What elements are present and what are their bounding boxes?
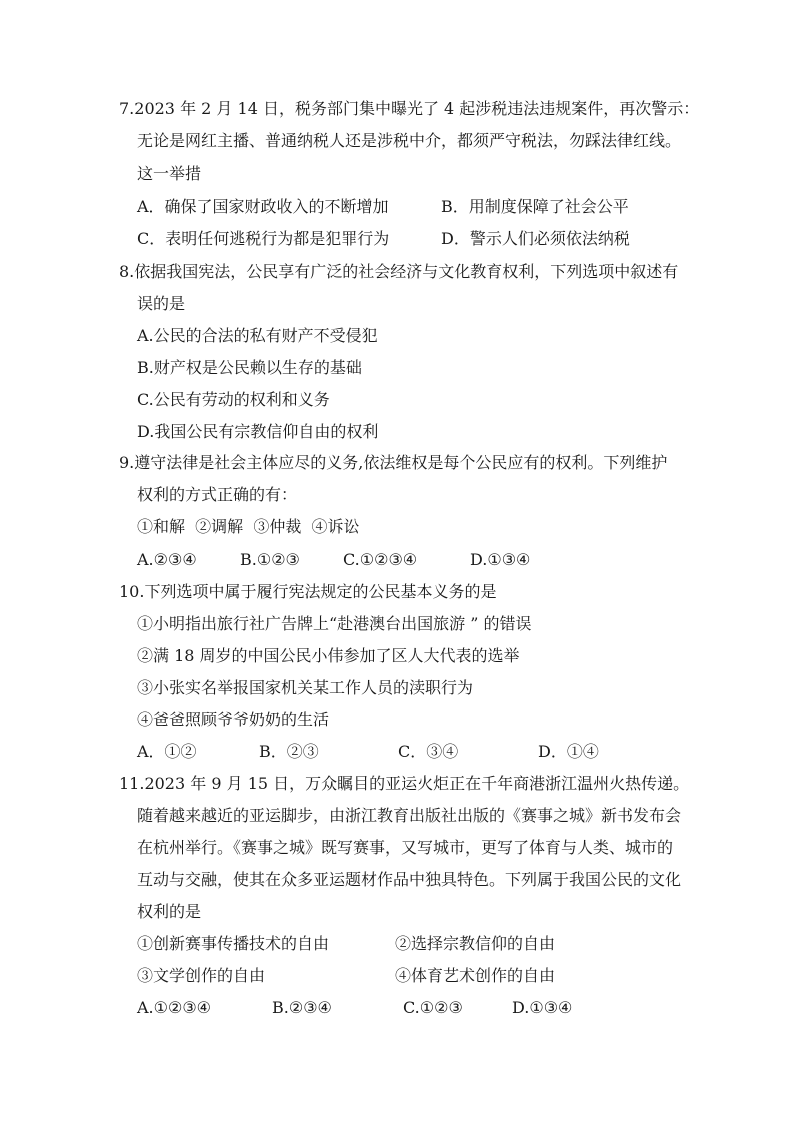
q8-option-b: B.财产权是公民赖以生存的基础: [137, 358, 362, 377]
q8-stem-line-1: 8.依据我国宪法，公民享有广泛的社会经济与文化教育权利，下列选项中叙述有: [119, 262, 679, 281]
q11-option-b: B.②③④: [272, 998, 332, 1017]
q7-option-c: C．表明任何逃税行为都是犯罪行为: [137, 229, 390, 248]
q7-stem-line-1: 7.2023 年 2 月 14 日，税务部门集中曝光了 4 起涉税违法违规案件，再次警示：: [119, 99, 700, 118]
q7-stem-line-3: 这一举措: [137, 164, 202, 183]
q11-option-c: C.①②③: [403, 998, 463, 1017]
q9-items: ①和解 ②调解 ③仲裁 ④诉讼: [137, 517, 360, 536]
q10-option-a: A．①②: [137, 742, 197, 761]
q8-option-a: A.公民的合法的私有财产不受侵犯: [137, 326, 378, 345]
q9-option-d: D.①③④: [470, 550, 531, 569]
q7-option-d: D．警示人们必须依法纳税: [441, 229, 630, 248]
q7-option-a: A．确保了国家财政收入的不断增加: [137, 197, 389, 216]
q10-option-d: D．①④: [538, 742, 599, 761]
q11-stem-line-5: 权利的是: [137, 902, 202, 921]
q8-option-c: C.公民有劳动的权利和义务: [137, 390, 330, 409]
q11-option-a: A.①②③④: [137, 998, 212, 1017]
q7-stem-line-2: 无论是网红主播、普通纳税人还是涉税中介，都须严守税法，勿踩法律红线。: [137, 131, 682, 150]
q11-stem-line-3: 在杭州举行。《赛事之城》既写赛事，又写城市，更写了体育与人类、城市的: [137, 838, 674, 857]
q9-option-b: B.①②③: [240, 550, 300, 569]
q10-item-3: ③小张实名举报国家机关某工作人员的渎职行为: [137, 678, 474, 697]
q11-option-d: D.①③④: [512, 998, 573, 1017]
q9-stem-line-1: 9.遵守法律是社会主体应尽的义务,依法维权是每个公民应有的权利。下列维护: [119, 453, 668, 472]
q7-option-b: B．用制度保障了社会公平: [441, 197, 629, 216]
q9-stem-line-2: 权利的方式正确的有：: [137, 485, 298, 504]
q10-option-b: B．②③: [259, 742, 319, 761]
q10-option-c: C．③④: [398, 742, 459, 761]
q11-stem-line-2: 随着越来越近的亚运脚步，由浙江教育出版社出版的《赛事之城》新书发布会: [137, 806, 682, 825]
q10-item-1: ①小明指出旅行社广告牌上“赴港澳台出国旅游 ” 的错误: [137, 614, 532, 633]
q11-item-1: ①创新赛事传播技术的自由: [137, 934, 330, 953]
q11-item-4: ④体育艺术创作的自由: [395, 966, 556, 985]
q8-stem-line-2: 误的是: [137, 294, 186, 313]
q10-stem-line-1: 10.下列选项中属于履行宪法规定的公民基本义务的是: [119, 582, 497, 601]
q11-item-3: ③文学创作的自由: [137, 966, 266, 985]
q11-item-2: ②选择宗教信仰的自由: [395, 934, 556, 953]
q9-option-c: C.①②③④: [343, 550, 418, 569]
q10-item-2: ②满 18 周岁的中国公民小伟参加了区人大代表的选举: [137, 646, 520, 665]
q10-item-4: ④爸爸照顾爷爷奶奶的生活: [137, 710, 330, 729]
q8-option-d: D.我国公民有宗教信仰自由的权利: [137, 422, 379, 441]
q11-stem-line-1: 11.2023 年 9 月 15 日，万众瞩目的亚运火炬正在千年商港浙江温州火热传递。: [119, 774, 690, 793]
q9-option-a: A.②③④: [137, 550, 197, 569]
q11-stem-line-4: 互动与交融，使其在众多亚运题材作品中独具特色。下列属于我国公民的文化: [137, 870, 682, 889]
